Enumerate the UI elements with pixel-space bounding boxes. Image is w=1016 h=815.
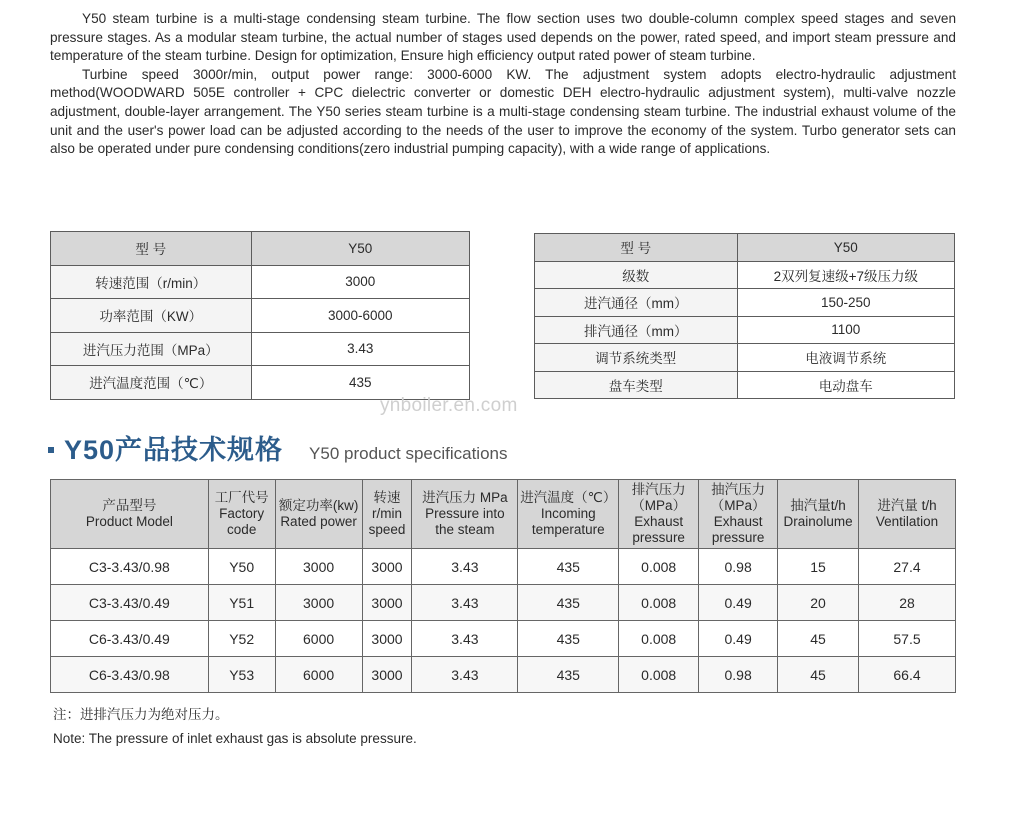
cell-extraction-volume: 45	[778, 657, 859, 693]
watermark-text: ynboiler.en.com	[380, 395, 518, 416]
spec-value: 3000	[251, 265, 469, 299]
cell-inlet-temperature: 435	[518, 657, 619, 693]
cell-factory-code: Y50	[208, 549, 275, 585]
header-cell: Y50	[251, 232, 469, 266]
note-cn: 注：进排汽压力为绝对压力。	[53, 707, 229, 722]
cell-exhaust-pressure: 0.008	[619, 585, 699, 621]
intro-paragraph-2: Turbine speed 3000r/min, output power range: 3000-6000 KW. The adjustment system adopts electro-hydraulic adjustment method(WOODWARD 505E controller + CPC dielectric converter or domestic DEH electro-hydraulic adjustment system), multi-valve nozzle adjustment, double-layer arrangement. The Y50 series steam turbine is a multi-stage condensing steam turbine. The industrial exhaust volume of the unit and the user's power load can be adjusted according to the needs of the user to improve the economy of the system. Turbo generator sets can also be operated under pure condensing conditions(zero industrial pumping capacity), with a wide range of applications.	[50, 66, 956, 157]
cell-product-model: C3-3.43/0.98	[51, 549, 209, 585]
table-row	[51, 657, 956, 693]
header-product-model: 产品型号 Product Model	[51, 480, 209, 549]
spec-table-header	[535, 234, 955, 262]
cell-extraction-pressure: 0.49	[699, 621, 778, 657]
spec-label: 级数	[535, 261, 738, 289]
cell-intake-volume: 27.4	[859, 549, 956, 585]
table-row	[51, 366, 470, 400]
table-row	[51, 621, 956, 657]
cell-intake-volume: 57.5	[859, 621, 956, 657]
header-cell: 型 号	[51, 232, 252, 266]
table-row	[51, 585, 956, 621]
cell-factory-code: Y51	[208, 585, 275, 621]
cell-speed: 3000	[362, 657, 412, 693]
spec-label: 转速范围（r/min）	[51, 265, 252, 299]
spec-value: 1100	[737, 316, 954, 344]
header-rated-power: 额定功率(kw) Rated power	[275, 480, 362, 549]
cell-extraction-pressure: 0.49	[699, 585, 778, 621]
header-exhaust-pressure: 排汽压力 （MPa） Exhaust pressure	[619, 480, 699, 549]
spec-value: 150-250	[737, 289, 954, 317]
table-row	[51, 549, 956, 585]
cell-intake-volume: 66.4	[859, 657, 956, 693]
spec-table-right	[534, 233, 955, 399]
table-row	[51, 332, 470, 366]
spec-value: 电动盘车	[737, 371, 954, 399]
cell-exhaust-pressure: 0.008	[619, 549, 699, 585]
header-cell: 型 号	[535, 234, 738, 262]
cell-factory-code: Y52	[208, 621, 275, 657]
cell-intake-volume: 28	[859, 585, 956, 621]
cell-rated-power: 6000	[275, 621, 362, 657]
spec-value: 2双列复速级+7级压力级	[737, 261, 954, 289]
cell-inlet-pressure: 3.43	[412, 657, 518, 693]
spec-value: 3000-6000	[251, 299, 469, 333]
spec-label: 调节系统类型	[535, 344, 738, 372]
table-row	[535, 344, 955, 372]
section-heading	[48, 428, 508, 464]
cell-product-model: C6-3.43/0.49	[51, 621, 209, 657]
header-factory-code: 工厂代号 Factory code	[208, 480, 275, 549]
table-row	[535, 316, 955, 344]
spec-value: 3.43	[251, 332, 469, 366]
cell-exhaust-pressure: 0.008	[619, 621, 699, 657]
cell-speed: 3000	[362, 621, 412, 657]
header-extraction-pressure: 抽汽压力 （MPa） Exhaust pressure	[699, 480, 778, 549]
cell-inlet-temperature: 435	[518, 549, 619, 585]
cell-inlet-pressure: 3.43	[412, 585, 518, 621]
cell-extraction-pressure: 0.98	[699, 657, 778, 693]
section-title-en: Y50 product specifications	[309, 444, 508, 463]
spec-table-header	[51, 232, 470, 266]
cell-extraction-volume: 20	[778, 585, 859, 621]
table-row	[535, 261, 955, 289]
header-speed: 转速 r/min speed	[362, 480, 412, 549]
cell-product-model: C3-3.43/0.49	[51, 585, 209, 621]
cell-inlet-temperature: 435	[518, 585, 619, 621]
header-extraction-volume: 抽汽量t/h Drainolume	[778, 480, 859, 549]
cell-speed: 3000	[362, 549, 412, 585]
table-row	[51, 265, 470, 299]
spec-label: 功率范围（KW）	[51, 299, 252, 333]
header-cell: Y50	[737, 234, 954, 262]
product-spec-table	[50, 479, 956, 693]
cell-inlet-temperature: 435	[518, 621, 619, 657]
cell-inlet-pressure: 3.43	[412, 549, 518, 585]
cell-rated-power: 3000	[275, 549, 362, 585]
section-title-cn: Y50产品技术规格	[64, 435, 284, 465]
cell-rated-power: 6000	[275, 657, 362, 693]
cell-exhaust-pressure: 0.008	[619, 657, 699, 693]
cell-extraction-volume: 15	[778, 549, 859, 585]
spec-label: 进汽温度范围（℃）	[51, 366, 252, 400]
spec-label: 盘车类型	[535, 371, 738, 399]
spec-label: 进汽通径（mm）	[535, 289, 738, 317]
cell-product-model: C6-3.43/0.98	[51, 657, 209, 693]
table-row	[535, 371, 955, 399]
header-inlet-temperature: 进汽温度（℃） Incoming temperature	[518, 480, 619, 549]
intro-text	[50, 10, 956, 159]
spec-value: 电液调节系统	[737, 344, 954, 372]
spec-label: 进汽压力范围（MPa）	[51, 332, 252, 366]
cell-speed: 3000	[362, 585, 412, 621]
cell-factory-code: Y53	[208, 657, 275, 693]
cell-inlet-pressure: 3.43	[412, 621, 518, 657]
spec-label: 排汽通径（mm）	[535, 316, 738, 344]
cell-extraction-pressure: 0.98	[699, 549, 778, 585]
header-inlet-pressure: 进汽压力 MPa Pressure into the steam	[412, 480, 518, 549]
cell-rated-power: 3000	[275, 585, 362, 621]
spec-value: 435	[251, 366, 469, 400]
header-intake-volume: 进汽量 t/h Ventilation	[859, 480, 956, 549]
table-row	[535, 289, 955, 317]
spec-table-left	[50, 231, 470, 400]
cell-extraction-volume: 45	[778, 621, 859, 657]
table-row	[51, 299, 470, 333]
notes	[53, 703, 417, 751]
product-table-header	[51, 480, 956, 549]
note-en: Note: The pressure of inlet exhaust gas is absolute pressure.	[53, 731, 417, 746]
square-bullet-icon	[48, 447, 54, 453]
intro-paragraph-1: Y50 steam turbine is a multi-stage condensing steam turbine. The flow section uses two double-column complex speed stages and seven pressure stages. As a modular steam turbine, the actual number of stages used depends on the power, rated speed, and import steam pressure and temperature of the steam turbine. Design for optimization, Ensure high efficiency output rated power of steam turbine.	[50, 11, 956, 64]
